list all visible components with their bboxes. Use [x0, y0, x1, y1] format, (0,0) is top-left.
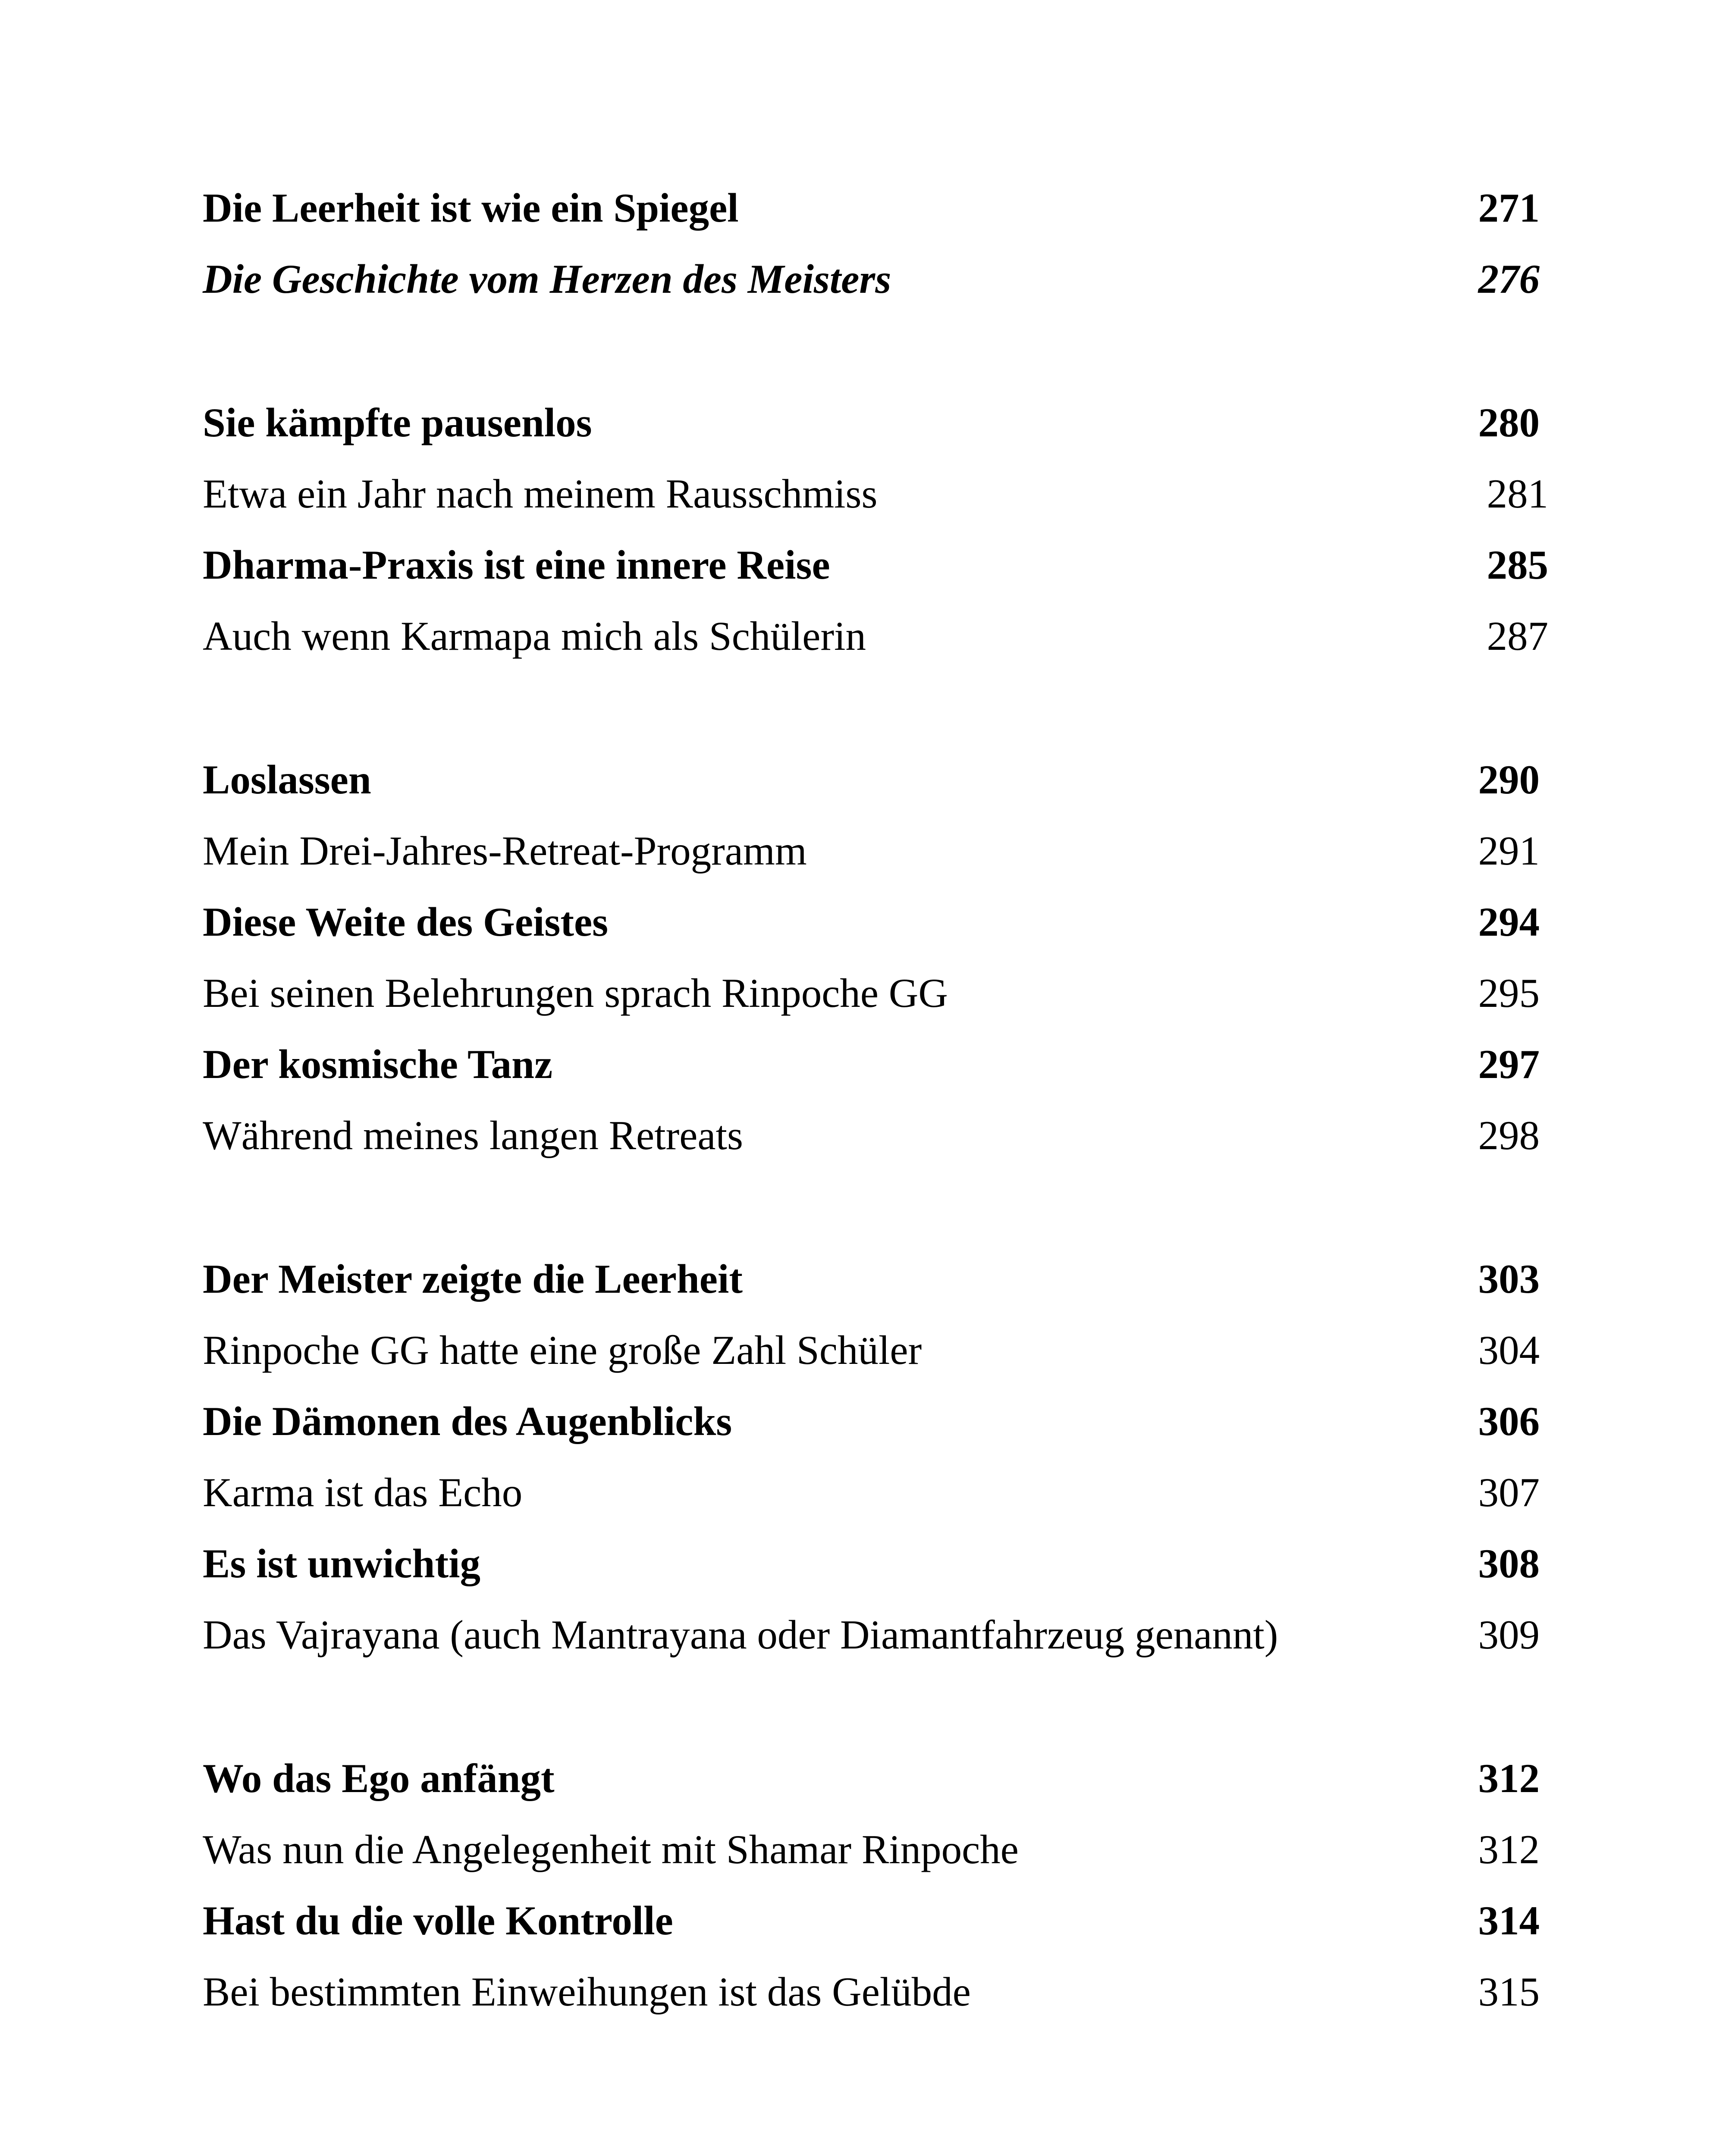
toc-entry-title: Bei bestimmten Einweihungen ist das Gelübde: [203, 1969, 971, 2015]
toc-entry-page: 303: [1478, 1256, 1540, 1302]
toc-entry-page: 297: [1478, 1041, 1540, 1087]
toc-entry-title: Das Vajrayana (auch Mantrayana oder Diamantfahrzeug genannt): [203, 1612, 1278, 1658]
toc-entry-title: Sie kämpfte pausenlos: [203, 400, 592, 445]
toc-entry: [203, 1386, 1548, 1457]
toc-entry: [203, 1457, 1548, 1528]
toc-entry-title: Etwa ein Jahr nach meinem Rausschmiss: [203, 471, 878, 517]
toc-entry: [203, 1885, 1548, 1956]
toc-entry: [203, 744, 1548, 815]
toc-entry-title: Hast du die volle Kontrolle: [203, 1898, 673, 1943]
toc-entry-page: 287: [1487, 613, 1548, 659]
toc-entry-title: Wo das Ego anfängt: [203, 1755, 555, 1801]
toc-entry: [203, 1814, 1548, 1885]
toc-entry-title: Die Geschichte vom Herzen des Meisters: [203, 256, 891, 302]
toc-entry-title: Was nun die Angelegenheit mit Shamar Rinpoche: [203, 1827, 1019, 1872]
toc-entry-page: 315: [1478, 1969, 1540, 2015]
toc-entry-page: 295: [1478, 970, 1540, 1016]
toc-entry-page: 281: [1487, 471, 1548, 517]
toc-entry: [203, 458, 1548, 530]
toc-entry-title: Mein Drei-Jahres-Retreat-Programm: [203, 828, 807, 874]
toc-entry-page: 306: [1478, 1398, 1540, 1444]
toc-group: [203, 744, 1548, 1171]
toc-entry-page: 308: [1478, 1541, 1540, 1586]
toc-entry-page: 304: [1478, 1327, 1540, 1373]
toc-entry-page: 312: [1478, 1827, 1540, 1872]
toc-entry-page: 312: [1478, 1755, 1540, 1801]
table-of-contents: [203, 172, 1548, 2100]
toc-group: [203, 1743, 1548, 2028]
toc-entry-page: 280: [1478, 400, 1540, 445]
toc-entry: [203, 172, 1548, 244]
toc-entry-title: Es ist unwichtig: [203, 1541, 481, 1586]
toc-entry-title: Karma ist das Echo: [203, 1470, 523, 1515]
toc-group: [203, 172, 1548, 315]
toc-entry: [203, 244, 1548, 315]
toc-entry-page: 291: [1478, 828, 1540, 874]
toc-entry: [203, 815, 1548, 887]
toc-entry-title: Dharma-Praxis ist eine innere Reise: [203, 542, 830, 588]
toc-entry-title: Diese Weite des Geistes: [203, 899, 609, 945]
toc-entry-title: Die Dämonen des Augenblicks: [203, 1398, 732, 1444]
toc-entry: [203, 530, 1548, 601]
toc-entry-page: 290: [1478, 757, 1540, 802]
toc-entry: [203, 1315, 1548, 1386]
toc-entry: [203, 1244, 1548, 1315]
toc-entry: [203, 958, 1548, 1029]
toc-entry: [203, 1528, 1548, 1599]
toc-entry: [203, 1100, 1548, 1171]
toc-entry-title: Auch wenn Karmapa mich als Schülerin: [203, 613, 866, 659]
toc-entry: [203, 387, 1548, 458]
toc-entry-page: 276: [1478, 256, 1540, 302]
toc-entry: [203, 1743, 1548, 1814]
toc-entry: [203, 601, 1548, 672]
toc-entry-title: Während meines langen Retreats: [203, 1112, 743, 1158]
toc-entry-title: Rinpoche GG hatte eine große Zahl Schüler: [203, 1327, 922, 1373]
toc-entry-page: 314: [1478, 1898, 1540, 1943]
toc-entry: [203, 1599, 1548, 1670]
toc-entry-page: 285: [1487, 542, 1548, 588]
toc-entry: [203, 887, 1548, 958]
toc-entry: [203, 1956, 1548, 2028]
toc-entry-title: Bei seinen Belehrungen sprach Rinpoche GG: [203, 970, 948, 1016]
toc-entry-title: Loslassen: [203, 757, 371, 802]
toc-group: [203, 387, 1548, 672]
toc-entry-page: 298: [1478, 1112, 1540, 1158]
toc-entry-page: 309: [1478, 1612, 1540, 1658]
toc-entry-page: 307: [1478, 1470, 1540, 1515]
toc-entry: [203, 1029, 1548, 1100]
toc-entry-page: 271: [1478, 185, 1540, 231]
toc-entry-title: Der kosmische Tanz: [203, 1041, 553, 1087]
toc-entry-title: Der Meister zeigte die Leerheit: [203, 1256, 743, 1302]
toc-group: [203, 1244, 1548, 1670]
toc-entry-title: Die Leerheit ist wie ein Spiegel: [203, 185, 739, 231]
toc-entry-page: 294: [1478, 899, 1540, 945]
